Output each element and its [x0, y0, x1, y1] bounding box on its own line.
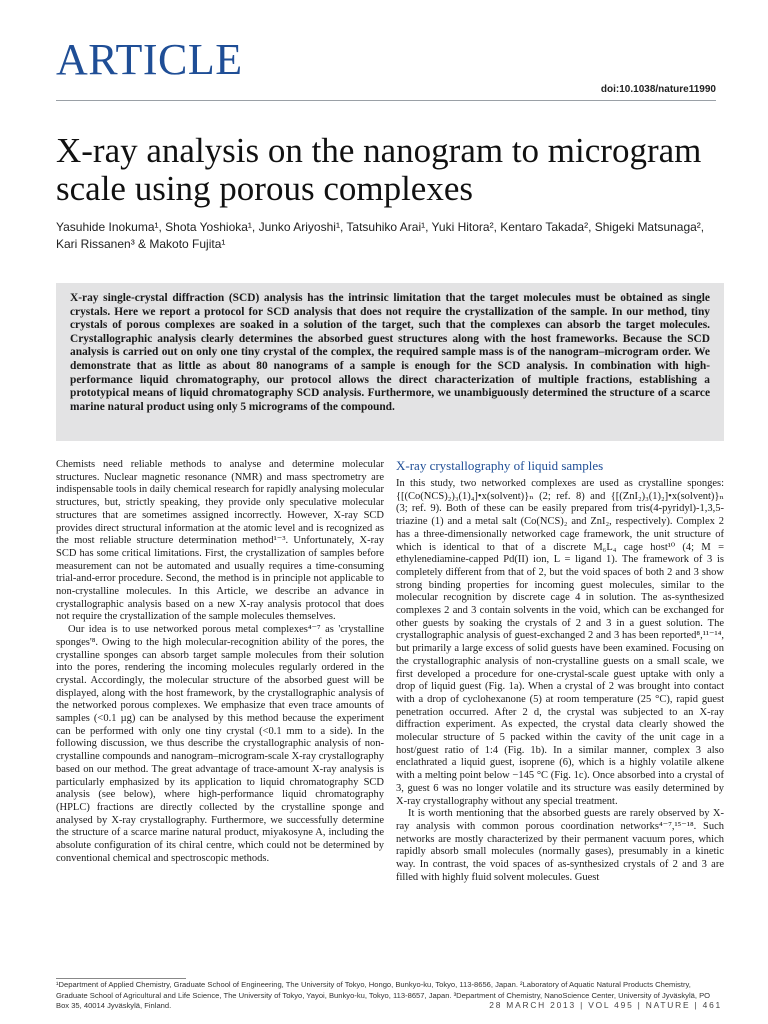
article-kicker: ARTICLE [56, 35, 243, 84]
author-line-1: Yasuhide Inokuma¹, Shota Yoshioka¹, Junko Ariyoshi¹, Tatsuhiko Arai¹, Yuki Hitora², Kentaro Takada², Shigeki Matsunaga², [56, 220, 705, 234]
body-column-left [56, 459, 384, 866]
page-footer: 28 MARCH 2013 | VOL 495 | NATURE | 461 [489, 1000, 722, 1010]
abstract-text: X-ray single-crystal diffraction (SCD) analysis has the intrinsic limitation that the target molecules must be obtained as single crystals. Here we report a protocol for SCD analysis that does not require the crystallization of the sample. In our method, tiny crystals of porous complexes are soaked in a solution of the target, such that the complexes can absorb the target molecules. Crystallographic analysis clearly determines the absorbed guest structures along with the host frameworks. Because the SCD analysis is carried out on only one tiny crystal of the complex, the required sample mass is of the nanogram–microgram order. We demonstrate that as little as about 80 nanograms of a sample is enough for the SCD analysis. In combination with high-performance liquid chromatography, our protocol allows the direct characterization of multiple fractions, establishing a prototypical means of liquid chromatography SCD analysis. Furthermore, we unambiguously determined the structure of a scarce marine natural product using only 5 micrograms of the compound. [70, 292, 710, 413]
paragraph: Chemists need reliable methods to analyse and determine molecular structures. Nuclear magnetic resonance (NMR) and mass spectrometry are indispensable tools in daily chemical research for rapidly analysing molecular structures, but, strictly speaking, they provide only speculative molecular structures that are sometimes assigned incorrectly. However, X-ray SCD provides direct structural information at the atomic level and is recognized as the most reliable structure determination method¹⁻³. Unfortunately, X-ray SCD has some critical limitations. First, the crystallization of samples before measurement can not be automated and usually requires a time-consuming trial-and-error procedure. Second, the method is in principle not applicable to non-crystalline molecules. In this Article, we describe an advance in crystallographic analysis based on a new X-ray analysis protocol that does not require the crystallization of the sample molecules themselves. [56, 459, 384, 623]
author-line-2: Kari Rissanen³ & Makoto Fujita¹ [56, 237, 226, 251]
body-column-right [396, 458, 724, 885]
paragraph: It is worth mentioning that the absorbed guests are rarely observed by X-ray analysis with common porous coordination networks⁴⁻⁷,¹⁵⁻¹⁸. Such networks are mostly characterized by their permanent vacuum pores, which rapidly absorb small molecules (normally gases), presumably in a kinetic way. In contrast, the void spaces of as-synthesized crystals of 2 and 3 are filled with highly fluid solvent molecules. Guest [396, 808, 724, 883]
header-rule [56, 100, 716, 101]
paragraph: In this study, two networked complexes are used as crystalline sponges: {[(Co(NCS)₂)₃(1)₄]•x(solvent)}ₙ (2; ref. 8) and {[(ZnI₂)₃(1)₂]•x(solvent)}ₙ (3; ref. 9). Both of these can be easily prepared from tris(4-pyridyl)-1,3,5-triazine (1) and a metal salt (Co(NCS)₂ and ZnI₂, respectively). Complex 2 has a three-dimensionally networked cage framework, the unit structure of which is identical to that of a discrete M₆L₄ cage host¹⁰ (4; M = ethylenediamine-capped Pd(II) ion, L = ligand 1). The framework of 3 is completely different from that of 2, but the void spaces of both 2 and 3 show strong binding properties for incoming guest molecules, similar to the molecular recognition by discrete cage 4 in solution. The as-synthesized complexes 2 and 3 contain solvents in the void, which can be exchanged for other guests by soaking the crystals of 2 and 3 in a guest solution. The crystallographic analysis of guest-exchanged 2 and 3 has been reported⁸,¹¹⁻¹⁴, but primarily a large excess of solid guests have been examined. Focusing on the crystallographic analysis of non-crystalline guests on a small scale, we first developed a procedure for one-crystal-scale guest uptake with only a drop of liquid guest (Fig. 1a). When a crystal of 2 was brought into contact with a drop of cyclohexanone (5) at room temperature (25 °C), rapid guest penetration occurred. After 2 d, the crystal was subjected to an X-ray diffraction experiment. As expected, the crystal data clearly showed the molecular structure of 5 packed within the cavity of the unit cage in a host/guest ratio of 1:4 (Fig. 1b). In a similar manner, complex 3 also enclathrated a liquid guest, isoprene (6), which is a highly volatile alkene with a melting point below −145 °C (Fig. 1c). Once absorbed into a crystal of 3, guest 6 was no longer volatile and its structure was easily determined by X-ray crystallography without any special treatment. [396, 478, 724, 807]
article-title: X-ray analysis on the nanogram to microgram scale using porous complexes [56, 131, 702, 208]
affiliations-footnote: ¹Department of Applied Chemistry, Graduate School of Engineering, The University of Tokyo, Hongo, Bunkyo-ku, Tokyo, 113-8656, Japan. ²Laboratory of Aquatic Natural Products Chemistry, Graduate School of Agricultural and Life Science, The University of Tokyo, Yayoi, Bunkyo-ku, Tokyo, 113-8657, Japan. ³Department of Chemistry, NanoScience Center, University of Jyväskylä, PO Box 35, 40014 Jyväskylä, Finland. [56, 980, 711, 1010]
section-heading: X-ray crystallography of liquid samples [396, 458, 604, 473]
paragraph: Our idea is to use networked porous metal complexes⁴⁻⁷ as 'crystalline sponges'⁸. Owing to the high molecular-recognition ability of the pores, the crystalline sponges can absorb target sample molecules from their solution into the pores, rendering the incoming molecules regularly ordered in the crystal. Accordingly, the molecular structure of the absorbed guest will be displayed, along with the host framework, by the crystallographic analysis of the networked porous complexes. We emphasize that even trace amounts of samples (<0.1 µg) can be analysed by this method because the experiment can be performed with only one tiny crystal (<0.1 mm to a side). In the following discussion, we thus describe the crystallographic analysis of non-crystalline compounds and nanogram–microgram-scale X-ray crystallography based on our method. The great advantage of trace-amount X-ray analysis is particularly emphasized by its application to liquid chromatography SCD analysis (see below), where high-performance liquid chromatography (HPLC) fractions are directly collected by the crystalline sponge and analysed by X-ray crystallography. Furthermore, we successfully determine the structure of a scarce marine natural product, miyakosyne A, including the absolute configuration of its chiral centre, which could not be determined by conventional chemical and spectroscopic methods. [56, 624, 385, 864]
abstract-box [56, 283, 724, 441]
doi[interactable]: doi:10.1038/nature11990 [600, 84, 716, 95]
footnote-rule [56, 978, 186, 979]
author-list [56, 219, 728, 253]
